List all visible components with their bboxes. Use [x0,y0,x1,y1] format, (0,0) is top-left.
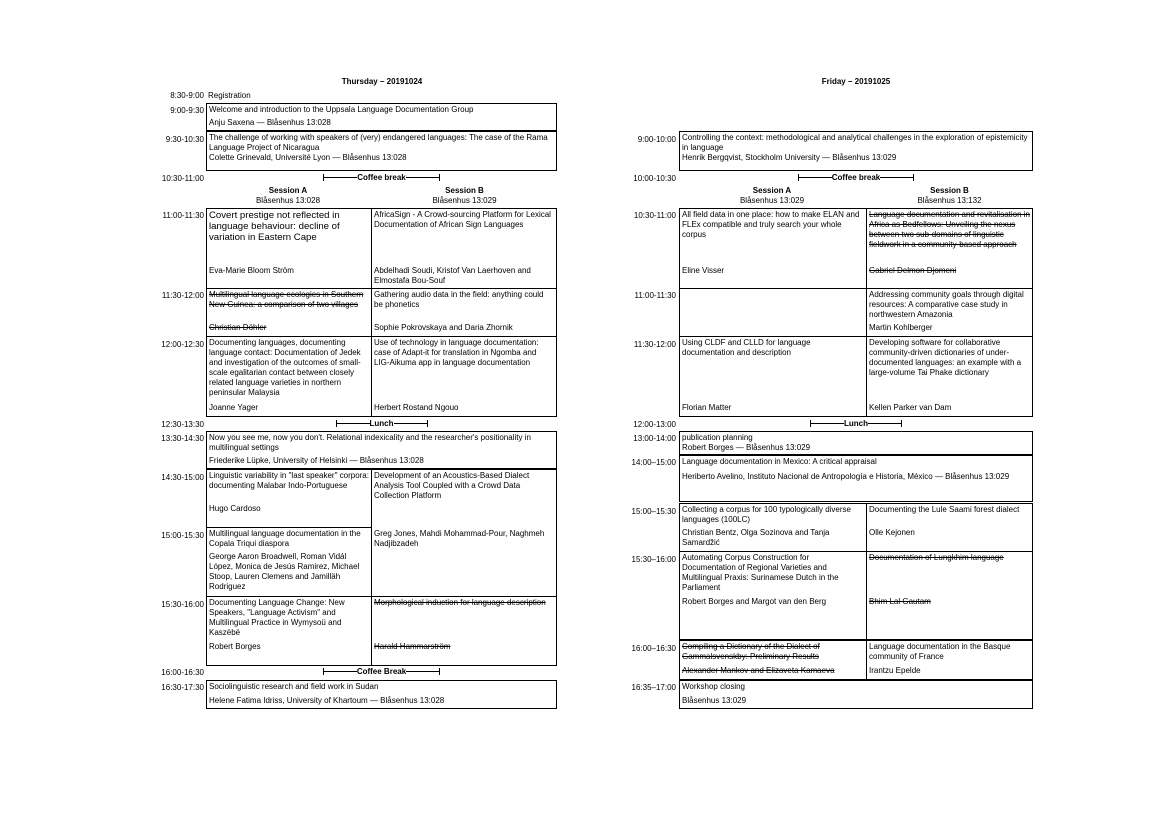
talk-block [206,336,372,417]
talk-speaker: George Aaron Broadwell, Roman Vidál López, Monica de Jesús Ramirez, Michael Stoop, Lauren Clemens and Jamilläh Rodriguez [209,552,360,591]
time-slot: 10:00-10:30 [633,174,676,183]
coffee-break [206,667,557,677]
talk-block [866,551,1033,640]
time-slot: 8:30-9:00 [170,91,204,100]
time-slot: 14:30-15:00 [161,473,204,482]
lunch-break [206,419,557,429]
talk-speaker: Alexander Mankov and Elizaveta Kamaeva [682,666,835,675]
talk-speaker: Eline Visser [682,266,725,275]
talk-block [371,288,557,337]
time-slot: 12:00-13:00 [633,420,676,429]
talk-speaker: Irantzu Epelde [869,666,921,675]
closing-block [679,680,1033,709]
session-b-header [866,186,1033,206]
time-slot: 15:00–15:30 [631,507,676,516]
talk-title: All field data in one place: how to make ELAN and FLEx compatible and truly search your whole corpus [682,210,860,239]
talk-title: Language documentation in Mexico: A critical appraisal [682,457,877,466]
time-slot: 15:00-15:30 [161,531,204,540]
talk-block [679,503,867,552]
talk-speaker: Sophie Pokrovskaya and Daria Zhornik [374,323,513,332]
talk-block [866,208,1033,289]
talk-block [206,527,372,597]
talk-speaker: Gabriel Delmon Djomeni [869,266,957,275]
break-label: Coffee Break [356,667,407,676]
session-b-header [372,186,557,206]
talk-title: Compiling a Dictionary of the Dialect of Gammalsvenskby: Preliminary Results [682,642,820,661]
time-slot: 10:30-11:00 [161,174,204,183]
talk-block [371,596,557,666]
lunch-break [679,419,1033,429]
session-room: Blåsenhus 13:132 [917,196,982,205]
closing-block [206,680,557,709]
talk-block [679,551,867,640]
talk-block [679,640,867,680]
session-name: Session B [445,186,484,195]
talk-title: Collecting a corpus for 100 typologically diverse languages (100LC) [682,505,851,524]
day-title: Friday – 20191025 [821,77,891,86]
keynote-block [206,131,557,171]
talk-block [866,288,1033,337]
time-slot: 9:30-10:30 [165,135,204,144]
talk-block [371,469,557,597]
talk-title: Linguistic variability in "last speaker" corpora: documenting Malabar Indo-Portuguese [209,471,369,490]
keynote-block [679,131,1033,171]
session-a-header [679,186,865,206]
talk-block [679,336,867,417]
planning-block [679,431,1033,455]
break-label: Coffee break [831,173,881,182]
talk-speaker: Heriberto Avelino, Instituto Nacional de Antropología e Historia, México — Blåsenhus 13:029 [682,472,1010,481]
talk-speaker: Colette Grinevald, Université Lyon — Blåsenhus 13:028 [209,153,407,162]
talk-title: Language documentation in the Basque community of France [869,642,1011,661]
talk-speaker: Eva-Marie Bloom Ström [209,266,294,275]
talk-title: Using CLDF and CLLD for language documentation and description [682,338,811,357]
talk-speaker: Helene Fatima Idriss, University of Khartoum — Blåsenhus 13:028 [209,696,445,705]
talk-speaker: Blåsenhus 13:029 [682,696,747,705]
talk-title: Addressing community goals through digital resources: A comparative case study in northwestern Amazonia [869,290,1024,319]
talk-title: The challenge of working with speakers of (very) endangered languages: The case of the Rama Language Project of Nicaragua [209,133,548,152]
talk-title: Multilingual language ecologies in Southern New Guinea: a comparison of two villages [209,290,364,309]
talk-title: Documenting languages, documenting language contact: Documentation of Jedek and investigation of the outcomes of small-scale egalitarian contact between closely related language varieties in northern peninsular Malaysia [209,338,361,397]
time-slot: 16:00–16:30 [631,644,676,653]
talk-title: Automating Corpus Construction for Documentation of Regional Varieties and Multilingual Praxis: Surinamese Dutch in the Parliament [682,553,839,592]
time-slot: 12:00-12:30 [161,340,204,349]
talk-speaker: Herbert Rostand Ngouo [374,403,459,412]
talk-speaker: Kellen Parker van Dam [869,403,952,412]
talk-speaker: Christian Bentz, Olga Sozinova and Tanja Samardžić [682,528,830,547]
talk-title: Controlling the context: methodological and analytical challenges in the exploration of epistemicity in language [682,133,1028,152]
time-slot: 14:00–15:00 [631,458,676,467]
talk-title: Use of technology in language documentation: case of Adapt-it for translation in Ngomba and LIG-Aikuma app in language documentation [374,338,539,367]
talk-speaker: Harald Hammarström [374,642,451,651]
talk-title: Language documentation and revitalisation in Africa as Bedfellows: Unveiling the nexus between two sub-domains of linguistic fieldwork in a community-based approach [869,210,1031,249]
talk-block [679,208,867,289]
time-slot: 16:35–17:00 [631,683,676,692]
time-slot: 16:00-16:30 [161,668,204,677]
time-slot: 11:30-12:00 [633,340,676,349]
talk-speaker: Friederike Lüpke, University of Helsinki — Blåsenhus 13:028 [209,456,424,465]
talk-title: Workshop closing [682,682,745,691]
time-slot: 9:00-9:30 [170,106,204,115]
session-name: Session A [268,186,308,195]
talk-speaker: Joanne Yager [209,403,259,412]
registration-label: Registration [208,91,251,100]
time-slot: 11:30-12:00 [161,291,204,300]
time-slot: 13:00-14:00 [633,434,676,443]
talk-block [866,336,1033,417]
talk-title: Documenting the Lule Saami forest dialect [869,505,1020,514]
time-slot: 9:00-10:00 [637,135,676,144]
time-slot: 16:30-17:30 [161,683,204,692]
coffee-break [679,173,1033,183]
talk-speaker: Martin Kohlberger [869,323,933,332]
talk-block [206,288,372,337]
talk-speaker: Greg Jones, Mahdi Mohammad-Pour, Naghmeh Nadjibzadeh [374,529,545,548]
talk-speaker: Robert Borges — Blåsenhus 13:029 [682,443,811,452]
talk-speaker: Robert Borges [209,642,261,651]
welcome-block [206,103,557,131]
talk-block [206,208,372,289]
time-slot: 11:00-11:30 [634,291,676,300]
time-slot: 10:30-11:00 [633,211,676,220]
talk-speaker: Anju Saxena — Blåsenhus 13:028 [209,118,331,127]
talk-title: AfricaSign - A Crowd-sourcing Platform for Lexical Documentation of African Sign Languages [374,210,551,229]
talk-speaker: Henrik Bergqvist, Stockholm University — Blåsenhus 13:029 [682,153,897,162]
talk-block [206,596,372,666]
coffee-break [206,173,557,183]
talk-block [371,336,557,417]
time-slot: 13:30-14:30 [161,434,204,443]
time-slot: 15:30–16:00 [631,555,676,564]
talk-block [866,640,1033,680]
talk-block [866,503,1033,552]
talk-speaker: Hugo Cardoso [209,504,261,513]
plenary-block [206,431,557,469]
talk-speaker: Florian Matter [682,403,732,412]
talk-title: Covert prestige not reflected in language behaviour: decline of variation in Eastern Cape [209,210,340,243]
talk-title: Now you see me, now you don't. Relational indexicality and the researcher's positionality in multilingual settings [209,433,531,452]
talk-title: Documentation of Lungkhim language [869,553,1004,562]
time-slot: 11:00-11:30 [162,211,204,220]
session-room: Blåsenhus 13:029 [432,196,497,205]
talk-speaker: Robert Borges and Margot van den Berg [682,597,827,606]
break-label: Lunch [369,419,394,428]
talk-title: Developing software for collaborative community-driven dictionaries of under-documented languages: an example with a large-volume Tai Phake dictionary [869,338,1022,377]
talk-speaker: Abdelhadi Soudi, Kristof Van Laerhoven and Elmostafa Bou-Souf [374,266,531,285]
break-label: Coffee break [357,173,406,182]
session-room: Blåsenhus 13:028 [255,196,321,205]
talk-title: Welcome and introduction to the Uppsala Language Documentation Group [209,105,474,114]
time-slot: 12:30-13:30 [161,420,204,429]
talk-block [206,469,372,528]
talk-title: Development of an Acoustics-Based Dialect Analysis Tool Coupled with a Crowd Data Collection Platform [374,471,530,500]
session-a-header [206,186,370,206]
talk-title: Documenting Language Change: New Speakers, "Language Activism" and Multilingual Practice in Wymysoü and Kaszëbë [209,598,345,637]
talk-title: Morphological induction for language description [374,598,546,607]
talk-title: Sociolinguistic research and field work in Sudan [209,682,379,691]
session-room: Blåsenhus 13:029 [739,196,805,205]
talk-title: Multilingual language documentation in the Copala Triqui diaspora [209,529,361,548]
session-name: Session B [930,186,969,195]
empty-slot [679,288,867,337]
break-label: Lunch [844,419,868,428]
time-slot: 15:30-16:00 [161,600,204,609]
talk-speaker: Bhim Lal Gautam [869,597,931,606]
talk-speaker: Christian Döhler [209,323,267,332]
talk-title: Gathering audio data in the field: anything could be phonetics [374,290,544,309]
talk-speaker: Olle Kejonen [869,528,915,537]
session-name: Session A [752,186,792,195]
plenary-block [679,455,1033,502]
talk-title: publication planning [682,433,753,442]
talk-block [371,208,557,289]
day-title: Thursday – 20191024 [341,77,423,86]
